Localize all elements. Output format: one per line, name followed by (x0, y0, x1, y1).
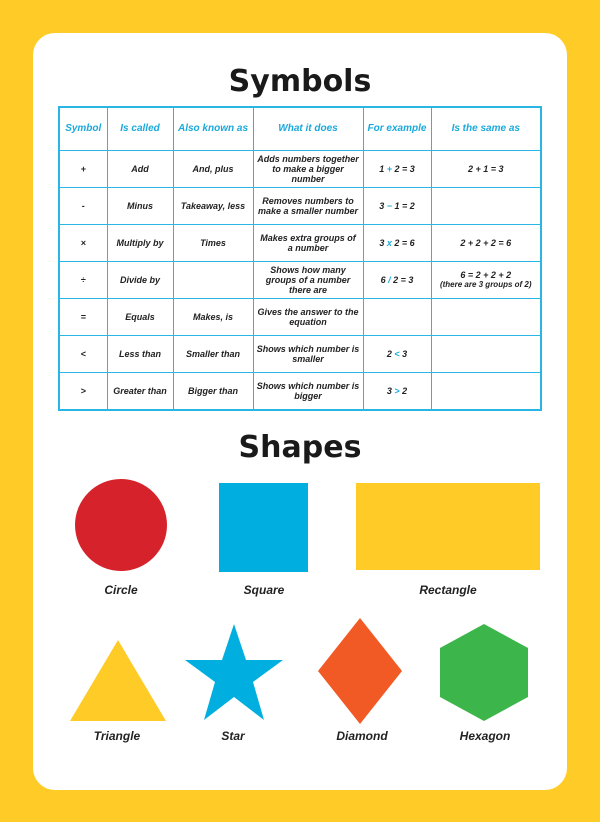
same-as-text: 6 = 2 + 2 + 2 (460, 270, 512, 280)
is-called-cell: Equals (107, 299, 173, 336)
for-example-cell (363, 188, 431, 225)
is-called-cell: Minus (107, 188, 173, 225)
example-operator: / (388, 275, 391, 285)
same-as-text: 2 + 2 + 2 = 6 (460, 238, 512, 248)
example-left: 3 (386, 386, 392, 396)
example-right: 1 = 2 (394, 201, 415, 211)
example-left: 1 (379, 164, 385, 174)
table-row (59, 299, 541, 336)
is-the-same-as-cell (431, 336, 541, 373)
rectangle-shape (356, 483, 540, 571)
is-the-same-as-cell (431, 151, 541, 188)
example-left: 3 (379, 201, 385, 211)
example-right: 2 = 3 (393, 275, 414, 285)
also-known-as-cell: Smaller than (173, 336, 253, 373)
symbols-table (58, 106, 542, 411)
diamond-label: Diamond (336, 729, 388, 743)
what-it-does-cell: Removes numbers to make a smaller number (253, 188, 363, 225)
shapes-title: Shapes (238, 430, 362, 465)
for-example-cell (363, 262, 431, 299)
also-known-as-cell: Makes, is (173, 299, 253, 336)
header-is-called: Is called (107, 107, 173, 151)
what-it-does-cell: Makes extra groups of a number (253, 225, 363, 262)
table-row (59, 336, 541, 373)
header-what-it-does: What it does (253, 107, 363, 151)
also-known-as-cell: Takeaway, less (173, 188, 253, 225)
what-it-does-cell: Shows how many groups of a number there are (253, 262, 363, 299)
square-label: Square (243, 583, 285, 597)
what-it-does-cell: Adds numbers together to make a bigger number (253, 151, 363, 188)
example-left: 3 (379, 238, 385, 248)
hexagon-shape (440, 624, 528, 722)
for-example-cell (363, 151, 431, 188)
for-example-cell (363, 373, 431, 411)
triangle-fill (70, 640, 166, 721)
triangle-label: Triangle (93, 729, 141, 743)
is-called-cell: Multiply by (107, 225, 173, 262)
is-the-same-as-cell (431, 299, 541, 336)
header-for-example: For example (363, 107, 431, 151)
star-shape (184, 624, 284, 722)
what-it-does-cell: Shows which number is bigger (253, 373, 363, 411)
example-operator: x (386, 238, 392, 248)
symbol-cell: > (59, 373, 107, 411)
symbol-cell: < (59, 336, 107, 373)
is-the-same-as-cell (431, 225, 541, 262)
circle-fill (75, 479, 167, 571)
square-shape (219, 483, 309, 573)
star-fill (185, 624, 283, 720)
symbol-cell: - (59, 188, 107, 225)
example-right: 2 = 3 (394, 164, 415, 174)
symbol-cell: + (59, 151, 107, 188)
table-row (59, 151, 541, 188)
also-known-as-cell: Bigger than (173, 373, 253, 411)
table-header-row (59, 107, 541, 151)
for-example-cell (363, 299, 431, 336)
header-symbol: Symbol (59, 107, 107, 151)
diamond-shape (318, 618, 402, 724)
symbol-cell: ÷ (59, 262, 107, 299)
symbol-cell: = (59, 299, 107, 336)
example-operator: − (386, 201, 392, 211)
also-known-as-cell: Times (173, 225, 253, 262)
header-is-the-same-as: Is the same as (431, 107, 541, 151)
what-it-does-cell: Gives the answer to the equation (253, 299, 363, 336)
table-row (59, 262, 541, 299)
header-also-known-as: Also known as (173, 107, 253, 151)
rectangle-label: Rectangle (419, 583, 477, 597)
also-known-as-cell (173, 262, 253, 299)
is-the-same-as-cell (431, 373, 541, 411)
table-row (59, 373, 541, 411)
is-called-cell: Divide by (107, 262, 173, 299)
hexagon-fill (440, 624, 528, 721)
is-called-cell: Greater than (107, 373, 173, 411)
square-fill (219, 483, 308, 572)
example-operator: < (394, 349, 400, 359)
table-row (59, 188, 541, 225)
example-operator: + (386, 164, 392, 174)
example-operator: > (394, 386, 400, 396)
triangle-shape (70, 640, 166, 722)
example-left: 6 (380, 275, 386, 285)
for-example-cell (363, 336, 431, 373)
circle-shape (74, 478, 170, 574)
diamond-fill (318, 618, 402, 724)
is-called-cell: Add (107, 151, 173, 188)
hexagon-label: Hexagon (459, 729, 511, 743)
what-it-does-cell: Shows which number is smaller (253, 336, 363, 373)
circle-label: Circle (104, 583, 138, 597)
example-right: 3 (402, 349, 408, 359)
example-right: 2 = 6 (394, 238, 415, 248)
is-called-cell: Less than (107, 336, 173, 373)
is-the-same-as-cell (431, 262, 541, 299)
symbol-cell: × (59, 225, 107, 262)
symbols-title: Symbols (228, 64, 372, 99)
is-the-same-as-cell (431, 188, 541, 225)
table-row (59, 225, 541, 262)
same-as-text: 2 + 1 = 3 (467, 164, 504, 174)
example-right: 2 (402, 386, 408, 396)
star-label: Star (221, 729, 245, 743)
example-left: 2 (386, 349, 392, 359)
rectangle-fill (356, 483, 540, 570)
also-known-as-cell: And, plus (173, 151, 253, 188)
same-as-note: (there are 3 groups of 2) (439, 280, 532, 289)
for-example-cell (363, 225, 431, 262)
